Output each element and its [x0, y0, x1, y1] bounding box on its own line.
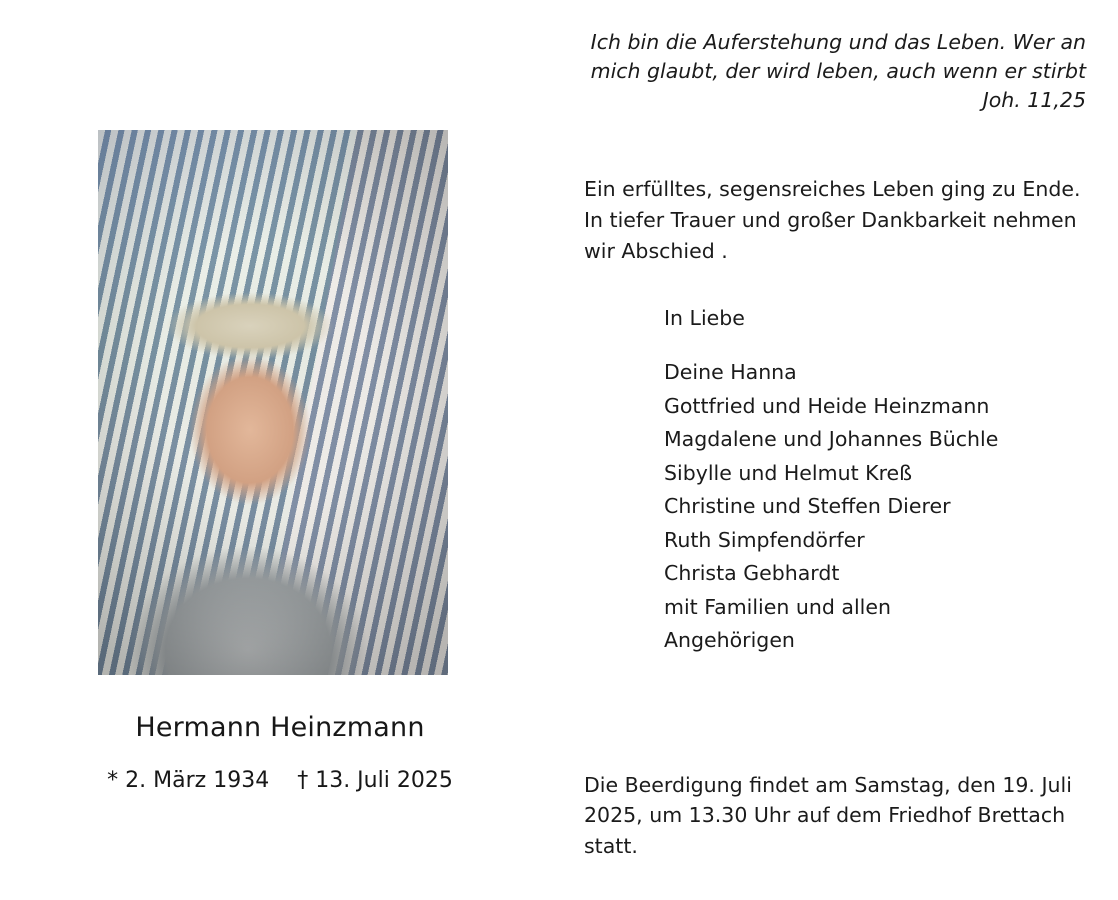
- list-item: Gottfried und Heide Heinzmann: [664, 393, 990, 418]
- in-love-label: In Liebe: [664, 306, 745, 330]
- deceased-name: Hermann Heinzmann: [135, 712, 425, 743]
- mourners-list: [664, 356, 1094, 658]
- deceased-dates: [0, 768, 560, 793]
- list-item: Christine und Steffen Dierer: [664, 494, 951, 518]
- scripture-reference: Joh. 11,25: [982, 88, 1086, 113]
- intro-paragraph: Ein erfülltes, segensreiches Leben ging zu Ende. In tiefer Trauer und großer Dankbarkeit nehmen wir Abschied .: [584, 177, 1081, 263]
- list-item: Ruth Simpfendörfer: [664, 527, 865, 552]
- portrait-photo: [98, 130, 448, 675]
- right-column: [560, 0, 1118, 900]
- list-item: mit Familien und allen: [664, 594, 891, 619]
- death-date: 13. Juli 2025: [315, 768, 453, 793]
- portrait-vignette: [98, 130, 448, 675]
- list-item: Sibylle und Helmut Kreß: [664, 460, 913, 485]
- list-item: Deine Hanna: [664, 360, 797, 384]
- scripture-text: Ich bin die Auferstehung und das Leben. Wer an mich glaubt, der wird leben, auch wenn er stirbt: [590, 30, 1086, 84]
- list-item: Magdalene und Johannes Büchle: [664, 427, 999, 451]
- list-item: Angehörigen: [664, 628, 795, 652]
- birth-symbol: *: [107, 768, 119, 793]
- birth-date: 2. März 1934: [125, 768, 270, 793]
- list-item: Christa Gebhardt: [664, 561, 840, 585]
- funeral-notice: Die Beerdigung findet am Samstag, den 19. Juli 2025, um 13.30 Uhr auf dem Friedhof Brettach statt.: [584, 773, 1072, 858]
- death-symbol: †: [297, 768, 309, 793]
- scripture-quote: [586, 28, 1086, 115]
